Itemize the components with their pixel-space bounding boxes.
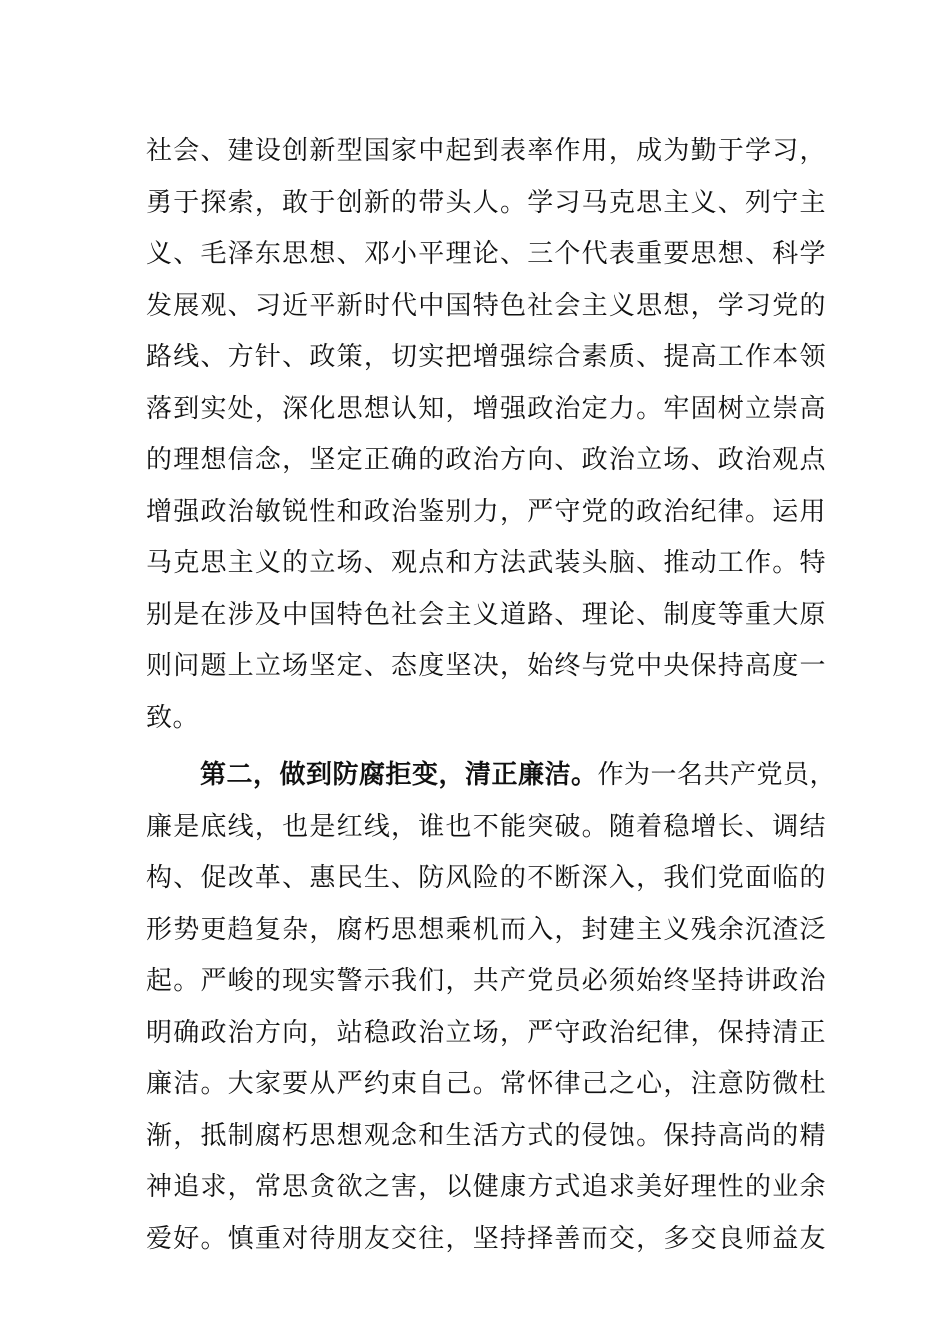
- text-line: 廉洁。大家要从严约束自己。常怀律己之心，注意防微杜: [146, 1069, 826, 1099]
- section-heading: 第二，做到防腐拒变，清正廉洁。: [200, 760, 598, 790]
- text-line: 廉是底线，也是红线，谁也不能突破。随着稳增长、调结: [146, 811, 826, 842]
- text-line: 致。: [146, 702, 200, 733]
- document-body: [146, 126, 837, 1265]
- text-line: 马克思主义的立场、观点和方法武装头脑、推动工作。特: [146, 548, 826, 578]
- paragraph-2: [146, 750, 837, 1265]
- text-line: 别是在涉及中国特色社会主义道路、理论、制度等重大原: [146, 599, 826, 630]
- text-line: 的理想信念，坚定正确的政治方向、政治立场、政治观点: [146, 445, 826, 475]
- text-line: 社会、建设创新型国家中起到表率作用，成为勤于学习，: [146, 136, 826, 166]
- text-line: 渐，抵制腐朽思想观念和生活方式的侵蚀。保持高尚的精: [146, 1120, 826, 1151]
- text-line: 发展观、习近平新时代中国特色社会主义思想，学习党的: [146, 290, 826, 321]
- text-line: 神追求，常思贪欲之害，以健康方式追求美好理性的业余: [146, 1172, 826, 1202]
- text-run: 作为一名共产党员，: [597, 760, 837, 790]
- text-line: 构、促改革、惠民生、防风险的不断深入，我们党面临的: [146, 863, 826, 893]
- text-line: 形势更趋复杂，腐朽思想乘机而入，封建主义残余沉渣泛: [146, 914, 826, 945]
- paragraph-first-line: [146, 750, 837, 802]
- paragraph-1: [146, 126, 826, 744]
- text-line: 增强政治敏锐性和政治鉴别力，严守党的政治纪律。运用: [146, 496, 826, 527]
- text-line: 则问题上立场坚定、态度坚决，始终与党中央保持高度一: [146, 651, 826, 681]
- text-line: 路线、方针、政策，切实把增强综合素质、提高工作本领: [146, 342, 826, 372]
- text-line: 义、毛泽东思想、邓小平理论、三个代表重要思想、科学: [146, 239, 826, 269]
- text-line: 明确政治方向，站稳政治立场，严守政治纪律，保持清正: [146, 1017, 826, 1048]
- text-line: 落到实处，深化思想认知，增强政治定力。牢固树立崇高: [146, 393, 826, 424]
- text-line: 起。严峻的现实警示我们，共产党员必须始终坚持讲政治: [146, 966, 826, 996]
- text-line: 爱好。慎重对待朋友交往，坚持择善而交，多交良师益友: [146, 1223, 826, 1254]
- text-line: 勇于探索，敢于创新的带头人。学习马克思主义、列宁主: [146, 187, 826, 218]
